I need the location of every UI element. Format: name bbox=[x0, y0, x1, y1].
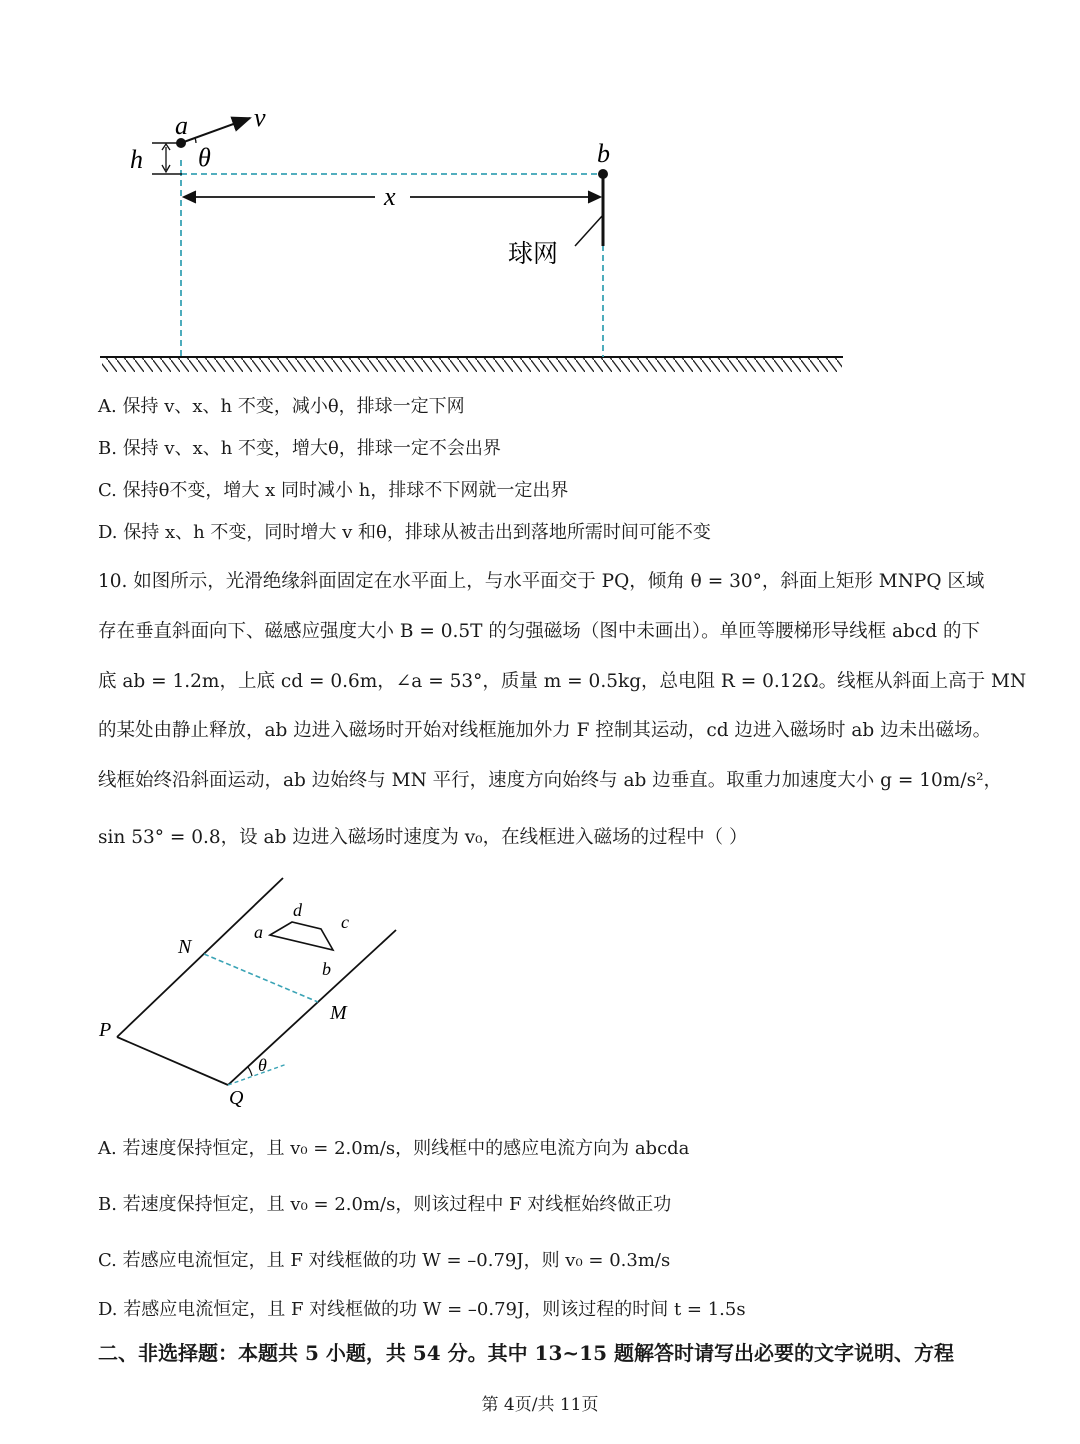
section-heading: 二、非选择题：本题共 5 小题，共 54 分。其中 13~15 题解答时请写出必要的文字说明、方程 bbox=[98, 1341, 954, 1365]
volleyball-figure bbox=[0, 0, 1080, 390]
fig2-label-P: P bbox=[99, 1019, 112, 1041]
mn-dashed-line bbox=[204, 954, 318, 1002]
fig1-label-x: x bbox=[384, 182, 396, 211]
q10-option-c[interactable] bbox=[98, 1249, 670, 1273]
fig2-label-N: N bbox=[178, 936, 192, 958]
q10-line-5: 线框始终沿斜面运动，ab 边始终与 MN 平行，速度方向始终与 ab 边垂直。取重力加速度大小 g = 10m/s²， bbox=[98, 770, 1002, 791]
q10-option-b[interactable] bbox=[98, 1193, 671, 1217]
slope-right-edge bbox=[228, 930, 396, 1085]
option-text: 保持 v、x、h 不变，增大θ，排球一定不会出界 bbox=[122, 438, 501, 459]
fig1-label-net: 球网 bbox=[508, 241, 559, 268]
option-key: C. bbox=[98, 1250, 117, 1271]
fig1-label-v: v bbox=[254, 103, 266, 132]
option-text: 保持θ不变，增大 x 同时减小 h，排球不下网就一定出界 bbox=[122, 480, 569, 501]
option-text: 保持 v、x、h 不变，减小θ，排球一定下网 bbox=[122, 396, 465, 417]
option-text: 若感应电流恒定，且 F 对线框做的功 W = –0.79J，则 v₀ = 0.3m/s bbox=[122, 1250, 671, 1271]
q10-option-a[interactable] bbox=[98, 1137, 689, 1161]
q10-line-4: 的某处由静止释放，ab 边进入磁场时开始对线框施加外力 F 控制其运动，cd 边进入磁场时 ab 边未出磁场。 bbox=[98, 720, 992, 741]
incline-figure bbox=[0, 860, 1080, 1120]
fig2-label-Q: Q bbox=[229, 1087, 244, 1109]
fig2-label-b: b bbox=[322, 959, 331, 979]
fig1-label-h: h bbox=[130, 145, 143, 174]
fig2-label-a: a bbox=[254, 922, 263, 942]
q10-line-3: 底 ab = 1.2m，上底 cd = 0.6m，∠a = 53°，质量 m = 0.5kg，总电阻 R = 0.12Ω。线框从斜面上高于 MN bbox=[98, 671, 1027, 692]
q10-line-2: 存在垂直斜面向下、磁感应强度大小 B = 0.5T 的匀强磁场（图中未画出）。单匝等腰梯形导线框 abcd 的下 bbox=[98, 621, 980, 642]
option-text: 若速度保持恒定，且 v₀ = 2.0m/s，则线框中的感应电流方向为 abcda bbox=[122, 1138, 690, 1159]
fig1-label-a: a bbox=[175, 111, 188, 140]
q10-line-1: 10. 如图所示，光滑绝缘斜面固定在水平面上，与水平面交于 PQ，倾角 θ = 30°，斜面上矩形 MNPQ 区域 bbox=[98, 571, 985, 592]
fig2-label-d: d bbox=[293, 900, 302, 920]
fig1-label-theta: θ bbox=[198, 143, 211, 172]
q9-option-c[interactable] bbox=[98, 479, 568, 503]
q10-option-d[interactable] bbox=[98, 1298, 746, 1322]
theta-arc-2 bbox=[248, 1067, 252, 1076]
q9-option-a[interactable] bbox=[98, 395, 465, 419]
fig2-label-theta: θ bbox=[258, 1055, 267, 1075]
trapezoid-frame bbox=[270, 922, 333, 950]
slope-bottom-edge bbox=[117, 1037, 228, 1085]
option-key: A. bbox=[98, 396, 117, 417]
option-key: B. bbox=[98, 438, 117, 459]
option-text: 保持 x、h 不变，同时增大 v 和θ，排球从被击出到落地所需时间可能不变 bbox=[123, 522, 711, 543]
fig2-label-M: M bbox=[330, 1002, 347, 1024]
fig1-label-b: b bbox=[597, 139, 610, 168]
q9-option-d[interactable] bbox=[98, 521, 711, 545]
q10-line-6: sin 53° = 0.8，设 ab 边进入磁场时速度为 v₀，在线框进入磁场的过程中（ ） bbox=[98, 827, 748, 848]
option-key: D. bbox=[98, 522, 118, 543]
option-key: D. bbox=[98, 1299, 118, 1320]
slope-left-edge bbox=[117, 878, 283, 1037]
option-text: 若感应电流恒定，且 F 对线框做的功 W = –0.79J，则该过程的时间 t = 1.5s bbox=[123, 1299, 746, 1320]
fig2-label-c: c bbox=[341, 912, 349, 932]
option-text: 若速度保持恒定，且 v₀ = 2.0m/s，则该过程中 F 对线框始终做正功 bbox=[122, 1194, 672, 1215]
theta-arc bbox=[195, 138, 196, 143]
option-key: B. bbox=[98, 1194, 117, 1215]
page-footer: 第 4页/共 11页 bbox=[481, 1395, 599, 1415]
velocity-arrow bbox=[181, 118, 250, 143]
ground-hatch bbox=[102, 358, 842, 372]
option-key: C. bbox=[98, 480, 117, 501]
q9-option-b[interactable] bbox=[98, 437, 501, 461]
net-pointer bbox=[575, 215, 603, 246]
option-key: A. bbox=[98, 1138, 117, 1159]
